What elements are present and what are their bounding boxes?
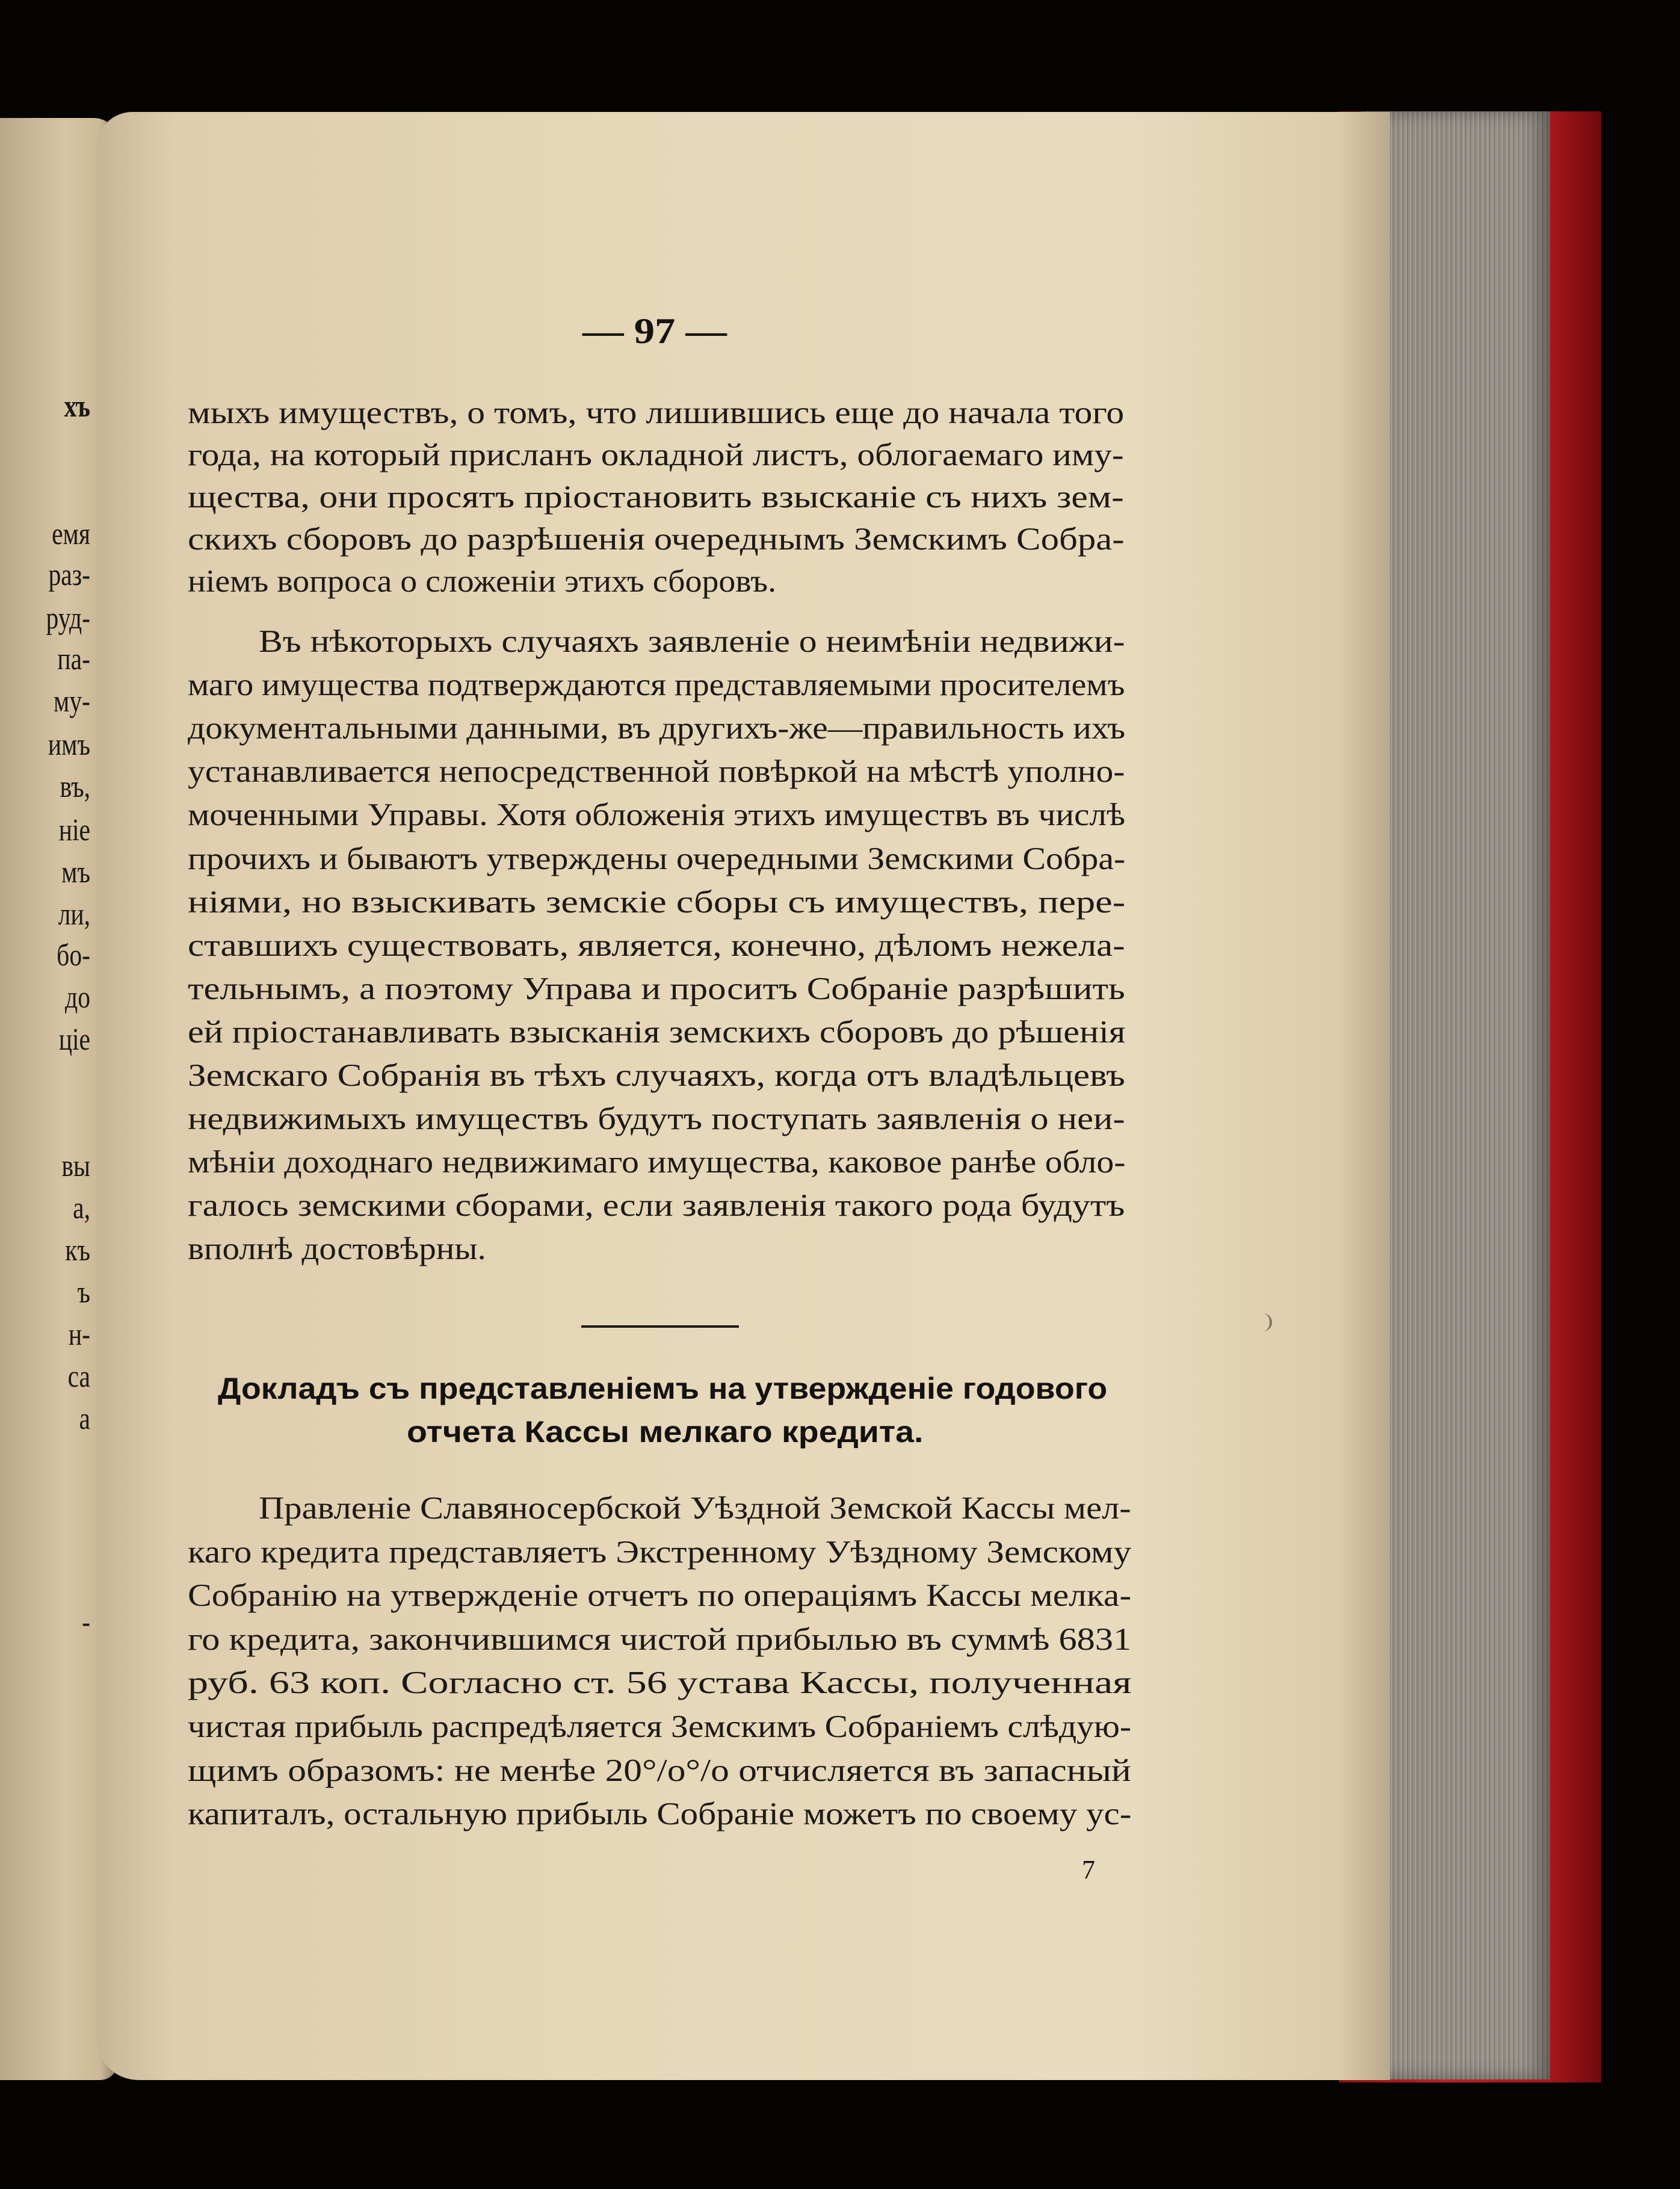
previous-page-fragment: па- — [57, 642, 90, 677]
text-line: Правленіе Славяносербской Уѣздной Земской Кассы мел- — [259, 1491, 1131, 1526]
text-line: мыхъ имуществъ, о томъ, что лишившись еще до начала того — [188, 395, 1125, 430]
previous-page-fragment: руд- — [46, 601, 90, 636]
previous-page-fragment: а, — [73, 1191, 90, 1225]
previous-page-fragment: въ, — [60, 770, 90, 804]
previous-page-fragment: вы — [61, 1149, 90, 1183]
previous-page-fragment: ли, — [58, 897, 90, 932]
previous-page-fragment: са — [67, 1360, 90, 1394]
margin-mark — [1261, 1313, 1272, 1331]
text-line: Собранію на утвержденіе отчетъ по операціямъ Кассы мелка- — [188, 1578, 1132, 1614]
previous-page-fragment: ъ — [77, 1275, 90, 1310]
text-line: ніями, но взыскивать земскіе сборы съ имуществъ, пере- — [188, 884, 1126, 920]
previous-page-fragment: мъ — [61, 855, 90, 890]
previous-page-fragment: ніе — [58, 813, 90, 847]
text-line: Въ нѣкоторыхъ случаяхъ заявленіе о неимѣніи недвижи- — [259, 624, 1125, 659]
text-line: мѣніи доходнаго недвижимаго имущества, каковое ранѣе обло- — [188, 1145, 1126, 1180]
text-line: галось земскими сборами, если заявленія такого рода будутъ — [188, 1188, 1125, 1224]
heading-line: отчета Кассы мелкаго кредита. — [407, 1415, 924, 1449]
text-line: недвижимыхъ имуществъ будутъ поступать заявленія о неи- — [188, 1101, 1125, 1137]
previous-page-fragment: раз- — [48, 558, 90, 592]
text-line: го кредита, закончившимся чистой прибылью въ суммѣ 6831 — [188, 1621, 1132, 1657]
text-line: года, на который присланъ окладной листъ, облогаемаго иму- — [188, 438, 1124, 472]
previous-page-fragment: а — [79, 1402, 90, 1436]
text-line: щества, они просятъ пріостановить взысканіе съ нихъ зем- — [188, 480, 1124, 515]
text-line: каго кредита представляетъ Экстренному Уѣздному Земскому — [188, 1534, 1132, 1570]
text-line: ніемъ вопроса о сложеніи этихъ сборовъ. — [188, 564, 777, 599]
previous-page-fragment: хъ — [64, 389, 90, 424]
previous-page-fragment: къ — [65, 1233, 90, 1268]
text-line: документальными данными, въ другихъ-же—правильность ихъ — [188, 711, 1126, 746]
text-line: вполнѣ достовѣрны. — [188, 1231, 486, 1267]
text-line: маго имущества подтверждаются представляемыми просителемъ — [188, 667, 1125, 703]
text-line: руб. 63 коп. Согласно ст. 56 устава Кассы, полученная — [188, 1665, 1132, 1701]
text-line: прочихъ и бываютъ утверждены очередными Земскими Собра- — [188, 841, 1126, 876]
previous-page-fragment: ціе — [58, 1023, 90, 1057]
text-line: капиталъ, остальную прибыль Собраніе можетъ по своему ус- — [188, 1797, 1132, 1832]
text-line: моченными Управы. Хотя обложенія этихъ имуществъ въ числѣ — [188, 797, 1126, 833]
text-line: ей пріостанавливать взысканія земскихъ сборовъ до рѣшенія — [188, 1014, 1126, 1050]
previous-page-fragment: н- — [68, 1317, 90, 1352]
text-line: скихъ сборовъ до разрѣшенія очереднымъ Земскимъ Собра- — [188, 522, 1125, 557]
section-divider — [581, 1325, 739, 1328]
previous-page-fragment: му- — [54, 684, 90, 719]
previous-page-fragment: бо- — [57, 938, 90, 973]
heading-line: Докладъ съ представленіемъ на утвержденіе годового — [218, 1372, 1108, 1405]
signature-mark: 7 — [1082, 1855, 1095, 1884]
text-line: чистая прибыль распредѣляется Земскимъ Собраніемъ слѣдую- — [188, 1709, 1132, 1744]
text-line: Земскаго Собранія въ тѣхъ случаяхъ, когда отъ владѣльцевъ — [188, 1058, 1125, 1093]
previous-page-fragment: емя — [52, 517, 90, 551]
previous-page-fragment: имъ — [48, 728, 90, 762]
text-line: устанавливается непосредственной повѣркой на мѣстѣ уполно- — [188, 754, 1125, 790]
text-line: щимъ образомъ: не менѣе 20°/о°/о отчисляется въ запасный — [188, 1753, 1131, 1788]
previous-page-fragment: - — [82, 1605, 90, 1639]
text-line: тельнымъ, а поэтому Управа и проситъ Собраніе разрѣшить — [188, 971, 1125, 1006]
page-number: — 97 — — [582, 311, 727, 351]
previous-page-fragment: до — [65, 980, 90, 1015]
text-line: ставшихъ существовать, является, конечно, дѣломъ нежела- — [188, 927, 1125, 963]
